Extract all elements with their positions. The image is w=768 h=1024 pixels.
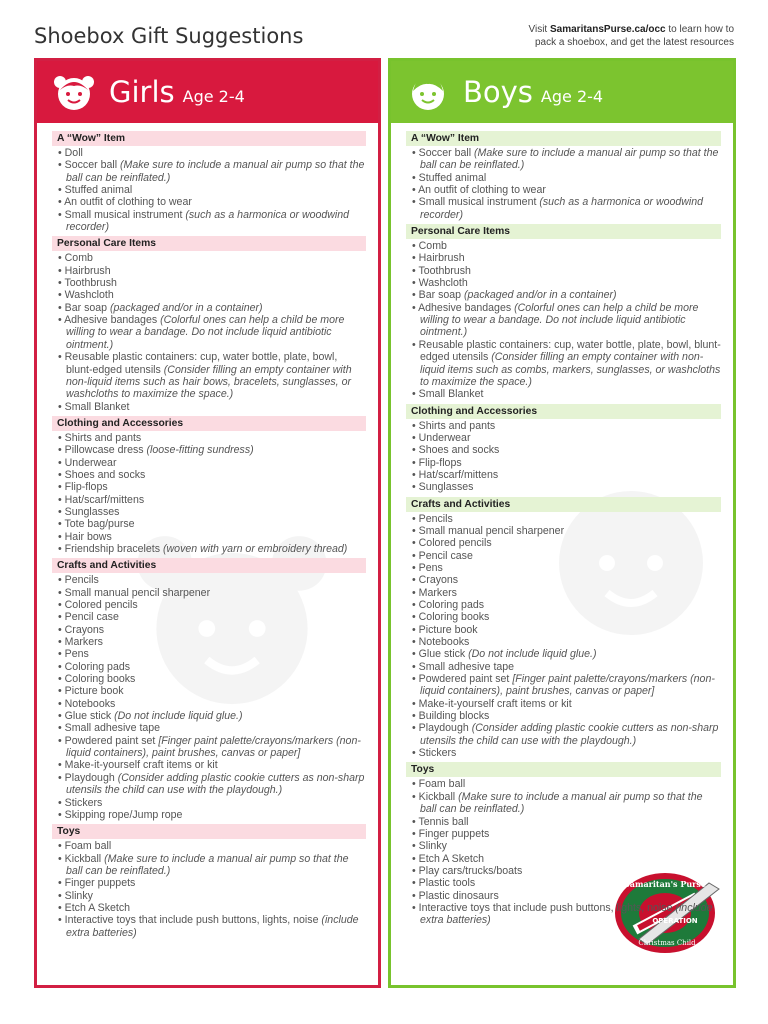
item-text: Coloring books [418,611,490,624]
svg-text:OPERATION: OPERATION [652,917,698,925]
item-text: Bar soap [418,289,462,302]
list-item [58,518,366,530]
list-item [58,401,366,413]
item-text: Interactive toys that include push buttons, lights, noise [64,914,319,927]
visit-prefix: Visit [528,24,550,35]
item-text: Pens [64,648,89,661]
list-item [58,710,366,722]
item-text: Skipping rope/Jump rope [64,808,183,821]
item-text: Bar soap [64,301,108,314]
list-item [412,599,721,611]
item-note: [Finger paint palette/crayons/markers (non-liquid containers), paint brushes, canvas or paper] [66,734,361,760]
item-note: (Colorful ones can help a child be more willing to wear a bandage. Do not include liquid antibiotic ointment.) [66,314,345,351]
list-item [58,648,366,660]
item-text: Foam ball [64,840,112,853]
list-item [58,599,366,611]
boys-section [406,224,721,400]
list-item [58,265,366,277]
item-text: Powdered paint set [64,734,156,747]
list-item [58,673,366,685]
list-item [58,289,366,301]
girls-header [37,61,378,123]
girls-section [52,416,366,555]
item-text: Pencil case [64,611,119,624]
list-item [58,494,366,506]
list-item [58,772,366,797]
list-item [412,661,721,673]
item-text: Etch A Sketch [418,852,485,865]
list-item [412,791,721,816]
list-item [412,184,721,196]
list-item [412,172,721,184]
item-text: Small musical instrument [418,196,537,209]
item-note: (packaged and/or in a container) [110,301,263,314]
list-item [58,147,366,159]
item-list [406,513,721,760]
list-item [412,611,721,623]
list-item [58,543,366,555]
item-list [52,574,366,821]
item-text: Pens [418,561,443,574]
item-text: Plastic tools [418,877,476,890]
item-note: (such as a harmonica or woodwind recorder) [420,196,704,221]
list-item [58,252,366,264]
item-text: Finger puppets [418,827,490,840]
item-note: (loose-fitting sundress) [146,444,254,457]
item-text: Toothbrush [418,264,471,277]
list-item [58,314,366,351]
visit-note [494,23,734,49]
list-item [58,444,366,456]
girls-title: Girls [109,75,175,109]
list-item [412,339,721,388]
item-note: (Consider filling an empty container with non-liquid items such as hair bows, bracelets, sunglasses, or washcloths to maximize the space.) [66,363,352,401]
list-item [58,611,366,623]
boys-sections [406,131,721,927]
item-text: Powdered paint set [418,673,510,686]
item-text: Shoes and socks [64,468,146,481]
item-text: Shoes and socks [418,444,500,457]
item-text: Shirts and pants [418,419,496,432]
item-text: Adhesive bandages [418,301,512,314]
item-text: Small manual pencil sharpener [418,524,565,537]
item-text: Flip-flops [418,456,462,469]
item-text: An outfit of clothing to wear [418,184,546,197]
item-text: Glue stick [64,710,112,723]
list-item [412,481,721,493]
girls-section [52,558,366,821]
list-item [58,877,366,889]
list-item [412,240,721,252]
visit-line2: pack a shoebox, and get the latest resources [534,37,734,48]
page-title: Shoebox Gift Suggestions [34,24,304,48]
item-list [52,432,366,555]
list-item [58,636,366,648]
item-text: Tennis ball [418,815,469,828]
item-note: (Consider adding plastic cookie cutters as non-sharp utensils the child can use with the playdough.) [420,722,719,747]
item-text: Small manual pencil sharpener [64,586,211,599]
list-item [412,840,721,852]
item-text: Slinky [64,889,93,902]
boys-column [388,58,736,988]
item-note: (packaged and/or in a container) [464,289,617,302]
item-text: Sunglasses [64,505,120,518]
list-item [58,184,366,196]
section-heading: Crafts and Activities [406,497,721,512]
list-item [412,698,721,710]
list-item [58,574,366,586]
list-item [58,722,366,734]
list-item [412,525,721,537]
item-text: Colored pencils [418,537,492,550]
item-text: Stuffed animal [418,171,487,184]
list-item [412,302,721,339]
item-text: Hairbrush [64,264,111,277]
item-text: Pencil case [418,549,473,562]
girls-age: Age 2-4 [182,86,245,106]
item-text: Reusable plastic containers: cup, water bottle, plate, bowl, blunt-edged utensils [418,338,721,364]
item-text: Picture book [64,685,124,698]
list-item [58,759,366,771]
item-note: (include extra batteries) [66,914,359,939]
list-item [58,840,366,852]
list-item [412,265,721,277]
item-text: Reusable plastic containers: cup, water bottle, plate, bowl, blunt-edged utensils [64,351,338,376]
list-item [58,209,366,234]
item-text: Comb [418,240,447,253]
list-item [412,289,721,301]
item-text: Pencils [418,512,453,525]
item-text: Pencils [64,574,99,587]
item-text: Tote bag/purse [64,518,135,531]
list-item [412,747,721,759]
item-note: (Consider filling an empty container with non-liquid items such as combs, markers, sunglasses, or washcloths to maximize the space.) [420,351,721,388]
item-list [52,147,366,233]
item-text: Small musical instrument [64,208,183,221]
list-item [412,147,721,172]
item-text: Small Blanket [418,388,484,401]
item-text: Toothbrush [64,277,117,290]
item-text: Building blocks [418,710,490,723]
list-item [58,735,366,760]
list-item [58,890,366,902]
item-text: Stuffed animal [64,184,133,197]
list-item [58,587,366,599]
item-note: (Make sure to include a manual air pump so that the ball can be reinflated.) [66,159,365,184]
visit-link[interactable]: SamaritansPurse.ca/occ [550,24,666,35]
section-heading: Toys [52,824,366,839]
boy-face-icon [405,69,451,115]
list-item [58,457,366,469]
section-heading: Personal Care Items [406,224,721,239]
list-item [412,853,721,865]
list-item [412,562,721,574]
list-item [58,809,366,821]
list-item [58,914,366,939]
girls-section [52,824,366,939]
item-note: (Consider adding plastic cookie cutters as non-sharp utensils the child can use with the playdough.) [66,771,365,797]
list-item [58,159,366,184]
list-item [58,797,366,809]
item-text: Shirts and pants [64,431,142,444]
list-item [412,513,721,525]
section-heading: Clothing and Accessories [52,416,366,431]
list-item [412,624,721,636]
item-list [52,840,366,939]
list-item [412,865,721,877]
item-text: Hat/scarf/mittens [418,468,499,481]
item-text: Crayons [64,623,105,636]
list-item [412,778,721,790]
item-text: An outfit of clothing to wear [64,196,192,209]
list-item [412,890,721,902]
item-text: Markers [418,586,457,599]
list-item [412,457,721,469]
boys-list [391,123,733,927]
item-note: (Make sure to include a manual air pump so that the ball can be reinflated.) [420,790,703,816]
item-note: (Do not include liquid glue.) [114,710,243,723]
item-text: Playdough [64,771,115,784]
list-item [412,196,721,221]
visit-suffix: to learn how to [665,24,734,35]
svg-text:Christmas Child: Christmas Child [638,939,696,947]
list-item [58,351,366,400]
list-item [412,537,721,549]
item-text: Adhesive bandages [64,314,158,327]
boys-section [406,131,721,221]
boys-header [391,61,733,123]
item-text: Underwear [64,456,117,469]
list-item [58,853,366,878]
item-text: Make-it-yourself craft items or kit [418,697,572,710]
item-list [406,778,721,926]
list-item [412,877,721,889]
item-text: Underwear [418,431,471,444]
section-heading: Clothing and Accessories [406,404,721,419]
girls-sections [52,131,366,939]
item-list [406,147,721,221]
item-text: Picture book [418,623,478,636]
item-text: Kickball [418,790,456,803]
item-text: Coloring pads [64,660,131,673]
item-text: Finger puppets [64,877,136,890]
list-item [412,574,721,586]
section-heading: Toys [406,762,721,777]
item-text: Etch A Sketch [64,901,131,914]
section-heading: Crafts and Activities [52,558,366,573]
list-item [58,685,366,697]
item-note: (Do not include liquid glue.) [468,648,597,661]
item-text: Friendship bracelets [64,542,161,555]
item-text: Flip-flops [64,481,108,494]
list-item [412,469,721,481]
list-item [58,277,366,289]
item-text: Play cars/trucks/boats [418,864,523,877]
list-item [58,624,366,636]
item-text: Hat/scarf/mittens [64,493,145,506]
list-item [58,506,366,518]
item-text: Washcloth [64,289,114,302]
item-list [52,252,366,412]
girls-section [52,131,366,233]
section-heading: Personal Care Items [52,236,366,251]
list-item [412,722,721,747]
list-item [412,277,721,289]
list-item [58,902,366,914]
list-item [412,710,721,722]
boys-section [406,497,721,760]
girls-column [34,58,381,988]
item-text: Washcloth [418,277,468,290]
girls-section [52,236,366,412]
list-item [412,816,721,828]
item-text: Small adhesive tape [64,722,161,735]
list-item [58,432,366,444]
section-heading: A “Wow” Item [52,131,366,146]
item-text: Kickball [64,852,102,865]
item-text: Pillowcase dress [64,444,144,457]
item-text: Sunglasses [418,481,474,494]
boys-age: Age 2-4 [540,86,604,106]
list-item [58,302,366,314]
item-text: Glue stick [418,648,466,661]
item-text: Soccer ball [418,147,472,159]
list-item [412,673,721,698]
item-text: Interactive toys that include push buttons, lights, noise [418,901,673,914]
item-text: Notebooks [64,697,116,710]
list-item [412,902,721,927]
item-text: Crayons [418,574,459,587]
list-item [58,196,366,208]
item-note: (Make sure to include a manual air pump so that the ball can be reinflated.) [420,147,719,172]
svg-text:Samaritan's Purse: Samaritan's Purse [624,879,706,889]
item-text: Comb [64,252,93,265]
item-note: (Make sure to include a manual air pump so that the ball can be reinflated.) [66,852,349,877]
item-text: Plastic dinosaurs [418,889,499,902]
section-heading: A “Wow” Item [406,131,721,146]
item-list [406,420,721,494]
item-text: Notebooks [418,636,470,649]
list-item [412,636,721,648]
item-note: [Finger paint palette/crayons/markers (non-liquid containers), paint brushes, canvas or paper] [420,673,715,698]
list-item [412,550,721,562]
item-text: Small Blanket [64,400,130,413]
item-note: (include extra batteries) [420,901,713,927]
item-text: Slinky [418,840,447,853]
list-item [412,432,721,444]
girl-face-icon [51,69,97,115]
list-item [58,481,366,493]
item-text: Stickers [418,747,457,760]
list-item [412,648,721,660]
list-item [412,587,721,599]
item-text: Hair bows [64,530,112,543]
item-note: (Colorful ones can help a child be more willing to wear a bandage. Do not include liquid antibiotic ointment.) [420,301,699,339]
girls-list [37,123,378,939]
item-note: (woven with yarn or embroidery thread) [163,542,348,555]
boys-section [406,762,721,926]
list-item [58,661,366,673]
list-item [412,252,721,264]
list-item [412,420,721,432]
list-item [58,531,366,543]
item-text: Playdough [418,722,469,735]
item-text: Small adhesive tape [418,660,515,673]
list-item [412,828,721,840]
item-note: (such as a harmonica or woodwind recorder) [66,208,350,234]
boys-title: Boys [463,75,533,109]
item-list [406,240,721,400]
item-text: Soccer ball [64,159,118,172]
list-item [412,444,721,456]
item-text: Hairbrush [418,252,465,265]
list-item [58,698,366,710]
item-text: Foam ball [418,778,466,791]
item-text: Colored pencils [64,599,138,611]
item-text: Doll [64,147,83,159]
boys-section [406,404,721,494]
item-text: Coloring pads [418,599,485,611]
item-text: Stickers [64,796,103,809]
item-text: Make-it-yourself craft items or kit [64,759,218,772]
list-item [412,388,721,400]
item-text: Markers [64,636,103,649]
item-text: Coloring books [64,673,136,686]
list-item [58,469,366,481]
